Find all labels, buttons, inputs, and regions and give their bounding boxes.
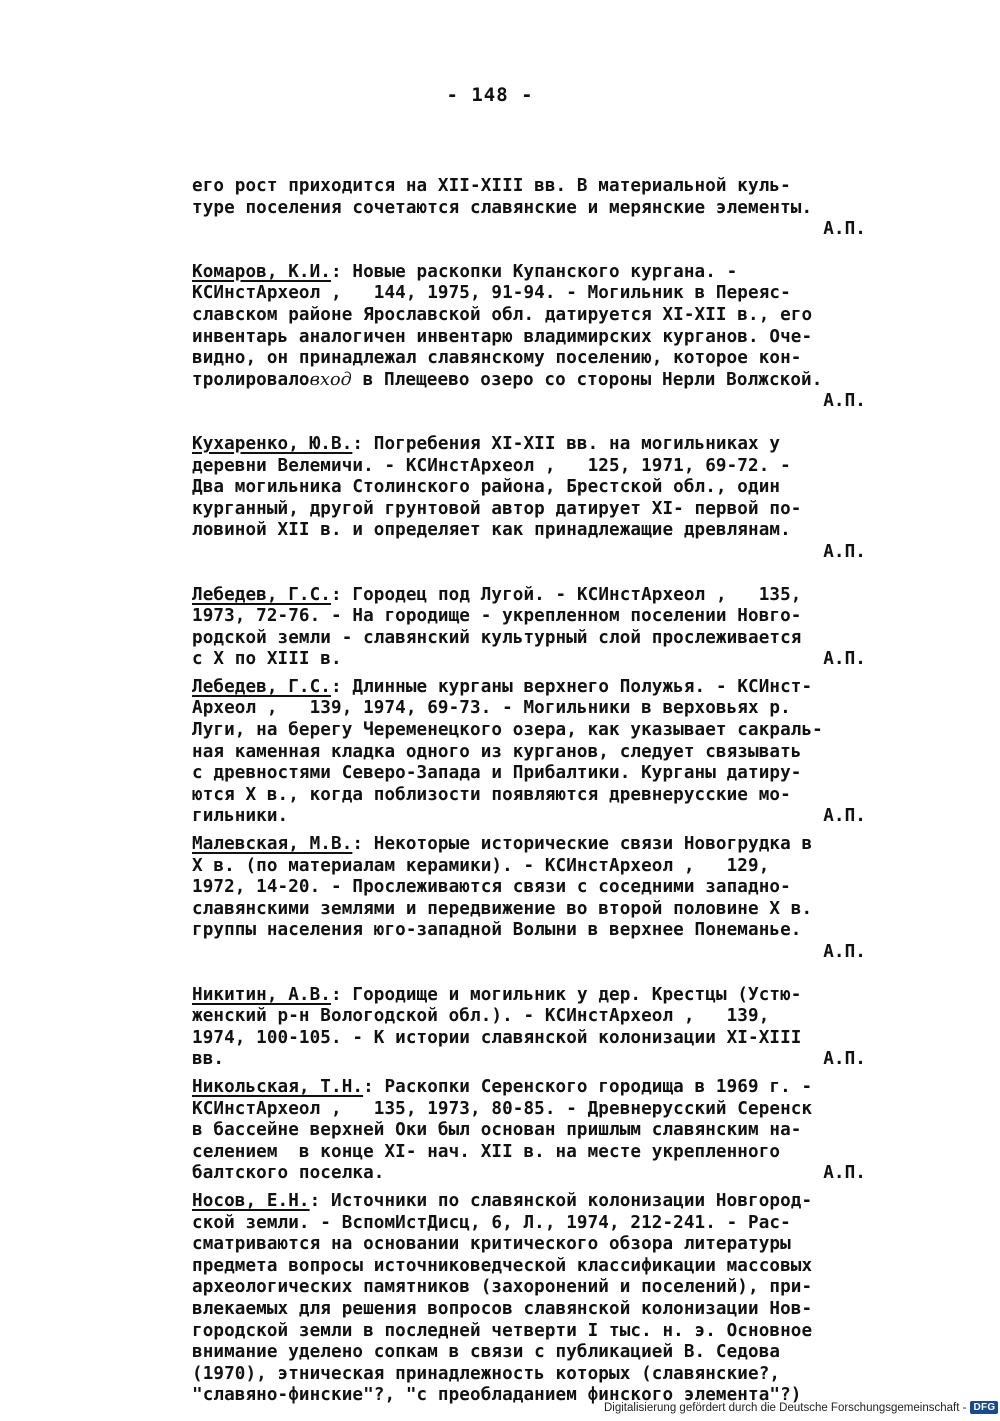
text-line: Два могильника Столинского района, Брестской обл., один (192, 477, 781, 498)
text-line: балтского поселка. (192, 1163, 385, 1184)
entry-initials: А.П. (823, 1163, 866, 1184)
entry-initials: А.П. (823, 1049, 866, 1070)
text-line: его рост приходится на XII-XIII вв. В материальной куль- (192, 176, 791, 196)
entry-title: : Раскопки Серенского городища в 1969 г. - (363, 1076, 813, 1097)
text-fragment: тролировало (192, 369, 310, 390)
bibliography-entry (192, 1191, 892, 1407)
text-line: 1972, 14-20. - Прослеживаются связи с соседними западно- (192, 877, 791, 898)
text-line: Луги, на берегу Череменецкого озера, как указывает сакраль- (192, 720, 823, 741)
text-line: "славяно-финские"?, "с преобладанием финского элемента"?) (192, 1385, 802, 1406)
bibliography-entry (192, 677, 892, 828)
entry-initials: А.П. (823, 806, 866, 827)
entry-initials: А.П. (823, 391, 866, 412)
page-number: - 148 - (446, 84, 534, 106)
bibliography-entry (192, 1077, 892, 1185)
text-line: ской земли. - ВспомИстДисц, 6, Л., 1974, 212-241. - Рас- (192, 1212, 791, 1233)
text-line: женский р-н Вологодской обл.). - КСИнстАрхеол , 139, (192, 1006, 770, 1027)
bibliography-entry (192, 585, 892, 671)
text-line: вв. (192, 1049, 225, 1070)
entry-title: : Городище и могильник у дер. Крестцы (Устю- (331, 984, 802, 1005)
text-line: туре поселения сочетаются славянские и мерянские элементы. (192, 197, 813, 218)
text-line: гильники. (192, 806, 289, 827)
text-line: X в. (по материалам керамики). - КСИнстАрхеол , 129, (192, 855, 770, 876)
text-line: ная каменная кладка одного из курганов, следует связывать (192, 741, 802, 762)
intro-paragraph (192, 176, 892, 241)
text-line: с древностями Северо-Запада и Прибалтики. Курганы датиру- (192, 763, 802, 784)
handwritten-correction: вход (309, 369, 352, 390)
entry-title: : Некоторые исторические связи Новогрудка в (352, 834, 813, 855)
text-line: 1974, 100-105. - К истории славянской колонизации XI-XIII (192, 1027, 802, 1048)
entry-author: Никитин, А.В. (192, 984, 332, 1005)
entry-initials: А.П. (823, 541, 866, 562)
text-line: славском районе Ярославской обл. датируется XI-XII в., его (192, 304, 813, 325)
text-line: славянскими землями и передвижение во второй половине X в. (192, 898, 813, 919)
bibliography-entry (192, 834, 892, 964)
entry-initials: А.П. (823, 649, 866, 670)
text-line: КСИнстАрхеол , 144, 1975, 91-94. - Могильник в Переяс- (192, 283, 791, 304)
text-line: сматриваются на основании критического обзора литературы (192, 1234, 791, 1255)
text-line: деревни Велемичи. - КСИнстАрхеол , 125, 1971, 69-72. - (192, 455, 791, 476)
text-line: КСИнстАрхеол , 135, 1973, 80-85. - Древнерусский Серенск (192, 1098, 813, 1119)
dfg-logo-icon: DFG (970, 1401, 998, 1414)
text-line: Археол , 139, 1974, 69-73. - Могильники в верховьях р. (192, 698, 791, 719)
text-line: ются X в., когда поблизости появляются древнерусские мо- (192, 784, 791, 805)
text-fragment: в Плещеево озеро со стороны Нерли Волжской. (362, 369, 823, 390)
text-line: городской земли в последней четверти I тыс. н. э. Основное (192, 1320, 813, 1341)
text-line: предмета вопросы источниковедческой классификации массовых (192, 1255, 813, 1276)
entry-title: : Источники по славянской колонизации Новгород- (309, 1190, 813, 1211)
bibliography-content (192, 176, 892, 1407)
entry-initials: А.П. (823, 942, 866, 962)
entry-title: : Городец под Лугой. - КСИнстАрхеол , 135, (331, 584, 802, 605)
entry-title: : Новые раскопки Купанского кургана. - (331, 261, 738, 282)
entry-author: Носов, Е.Н. (192, 1190, 310, 1211)
entry-title: : Погребения XI-XII вв. на могильниках у (352, 433, 781, 454)
entry-author: Лебедев, Г.С. (192, 676, 332, 697)
entry-initials: А.П. (823, 219, 866, 240)
text-line: родской земли - славянский культурный слой прослеживается (192, 627, 802, 648)
bibliography-entry (192, 434, 892, 564)
text-line: археологических памятников (захоронений и поселений), при- (192, 1277, 813, 1298)
text-line: группы населения юго-западной Волыни в верхнее Понеманье. (192, 920, 802, 941)
entry-author: Кухаренко, Ю.В. (192, 433, 353, 454)
entry-author: Лебедев, Г.С. (192, 584, 332, 605)
footer-text: Digitalisierung gefördert durch die Deutsche Forschungsgemeinschaft - (604, 1401, 967, 1414)
text-line: (1970), этническая принадлежность которых (славянские?, (192, 1363, 781, 1384)
entry-author: Никольская, Т.Н. (192, 1076, 364, 1097)
digitization-footer (604, 1401, 998, 1414)
text-line: внимание уделено сопкам в связи с публикацией В. Седова (192, 1342, 781, 1363)
bibliography-entry (192, 985, 892, 1071)
text-line: с X по XIII в. (192, 649, 342, 670)
text-line: курганный, другой грунтовой автор датирует XI- первой по- (192, 498, 802, 519)
entry-author: Малевская, М.В. (192, 834, 353, 855)
text-line: ловиной XII в. и определяет как принадлежащие древлянам. (192, 520, 791, 541)
text-line: инвентарь аналогичен инвентарю владимирских курганов. Оче- (192, 326, 813, 347)
text-line: в бассейне верхней Оки был основан пришлым славянским на- (192, 1120, 802, 1141)
text-line: видно, он принадлежал славянскому поселению, которое кон- (192, 348, 802, 369)
bibliography-entry (192, 262, 892, 413)
text-line: 1973, 72-76. - На городище - укрепленном поселении Новго- (192, 606, 802, 627)
entry-author: Комаров, К.И. (192, 261, 332, 282)
text-line: влекаемых для решения вопросов славянской колонизации Нов- (192, 1298, 813, 1319)
entry-title: : Длинные курганы верхнего Полужья. - КСИнст- (331, 676, 813, 697)
text-line: селением в конце XI- нач. XII в. на месте укрепленного (192, 1141, 781, 1162)
